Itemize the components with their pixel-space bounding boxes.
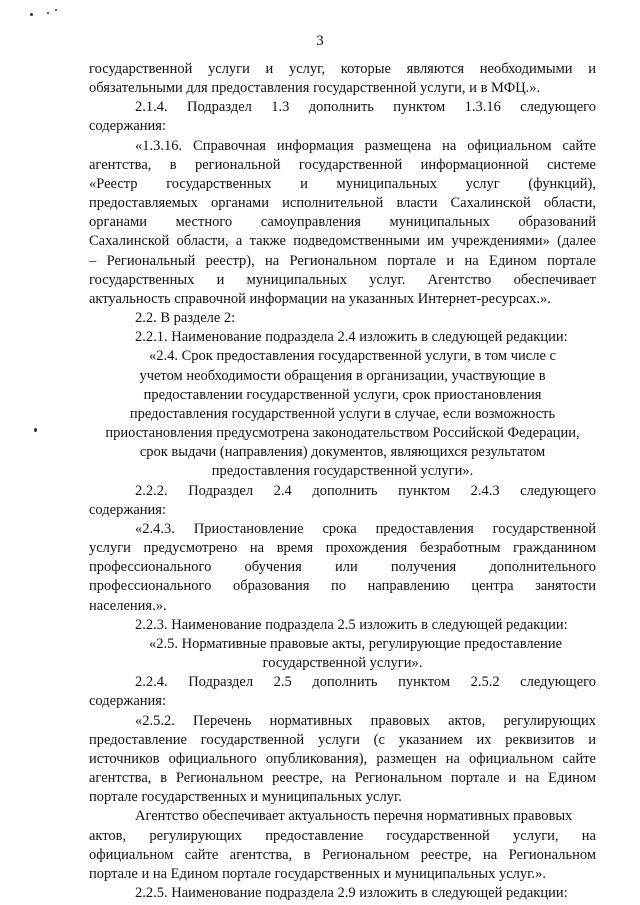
- text-line: актуальность справочной информации на указанных Интернет-ресурсах.».: [89, 291, 551, 307]
- text-line: актов, регулирующих предоставление государственной услуги, на: [89, 828, 596, 844]
- text-line: – Региональный реестр), на Региональном портале и на Едином портале: [89, 253, 596, 269]
- text-line: предоставлении государственной услуги, срок приостановления: [143, 387, 542, 403]
- text-line: органами местного самоуправления муниципальных образований: [89, 214, 596, 230]
- scan-speck: [47, 12, 49, 14]
- text-line: 2.1.4. Подраздел 1.3 дополнить пунктом 1.3.16 следующего: [135, 99, 596, 115]
- text-line: агентства, в Региональном реестре, на Региональном портале и на Едином: [89, 770, 596, 786]
- text-line: «2.4.3. Приостановление срока предоставления государственной: [135, 521, 596, 537]
- text-line: содержания:: [89, 118, 167, 134]
- scan-speck: [34, 428, 37, 432]
- text-line: обязательными для предоставления государственной услуги, и в МФЦ.».: [89, 80, 541, 96]
- text-line: Сахалинской области, а также подведомственными им учреждениями» (далее: [89, 233, 596, 249]
- text-line: 2.2.5. Наименование подраздела 2.9 изложить в следующей редакции:: [135, 885, 568, 901]
- text-line: «2.5.2. Перечень нормативных правовых актов, регулирующих: [135, 713, 596, 729]
- text-line: предоставление государственной услуги (с указанием их реквизитов и: [89, 732, 596, 748]
- text-line: содержания:: [89, 693, 167, 709]
- text-line: 2.2. В разделе 2:: [135, 310, 236, 326]
- text-line: государственных и муниципальных услуг. Агентство обеспечивает: [89, 272, 596, 288]
- text-line: профессионального обучения или получения дополнительного: [89, 559, 596, 575]
- text-line: предоставляемых органами исполнительной власти Сахалинской области,: [89, 195, 596, 211]
- text-line: 2.2.2. Подраздел 2.4 дополнить пунктом 2.4.3 следующего: [135, 483, 596, 499]
- text-line: «2.4. Срок предоставления государственной услуги, в том числе с: [149, 348, 556, 364]
- text-line: источников официального опубликования), размещен на официальном сайте: [89, 751, 596, 767]
- text-line: услуги предусмотрено на время прохождения безработным гражданином: [89, 540, 596, 556]
- text-line: агентства, в региональной государственной информационной системе: [89, 157, 596, 173]
- scan-speck: [30, 13, 33, 16]
- text-line: предоставления государственной услуги».: [211, 463, 474, 479]
- text-line: Агентство обеспечивает актуальность перечня нормативных правовых: [135, 808, 573, 824]
- page-number: 3: [316, 33, 324, 49]
- text-line: «1.3.16. Справочная информация размещена на официальном сайте: [135, 138, 596, 154]
- text-line: 2.2.3. Наименование подраздела 2.5 изложить в следующей редакции:: [135, 617, 568, 633]
- text-line: учетом необходимости обращения в организации, участвующие в: [139, 368, 546, 384]
- text-line: «2.5. Нормативные правовые акты, регулирующие предоставление: [149, 636, 563, 652]
- text-line: профессионального образования по направлению центра занятости: [89, 578, 596, 594]
- text-line: 2.2.4. Подраздел 2.5 дополнить пунктом 2.5.2 следующего: [135, 674, 596, 690]
- text-line: 2.2.1. Наименование подраздела 2.4 изложить в следующей редакции:: [135, 329, 568, 345]
- text-line: портале и на Едином портале государственных и муниципальных услуг.».: [89, 866, 546, 882]
- text-line: государственной услуги».: [262, 655, 423, 671]
- text-line: приостановления предусмотрена законодательством Российской Федерации,: [105, 425, 580, 441]
- text-line: населения.».: [89, 598, 167, 614]
- text-line: государственной услуги и услуг, которые являются необходимыми и: [89, 61, 596, 77]
- text-line: срок выдачи (направления) документов, являющихся результатом: [139, 444, 546, 460]
- scan-speck: [55, 9, 57, 11]
- text-line: содержания:: [89, 502, 167, 518]
- text-line: портале государственных и муниципальных услуг.: [89, 789, 402, 805]
- text-line: «Реестр государственных и муниципальных услуг (функций),: [89, 176, 596, 192]
- text-line: официальном сайте агентства, в Региональном реестре, на Региональном: [89, 847, 596, 863]
- text-line: предоставления государственной услуги в случае, если возможность: [129, 406, 556, 422]
